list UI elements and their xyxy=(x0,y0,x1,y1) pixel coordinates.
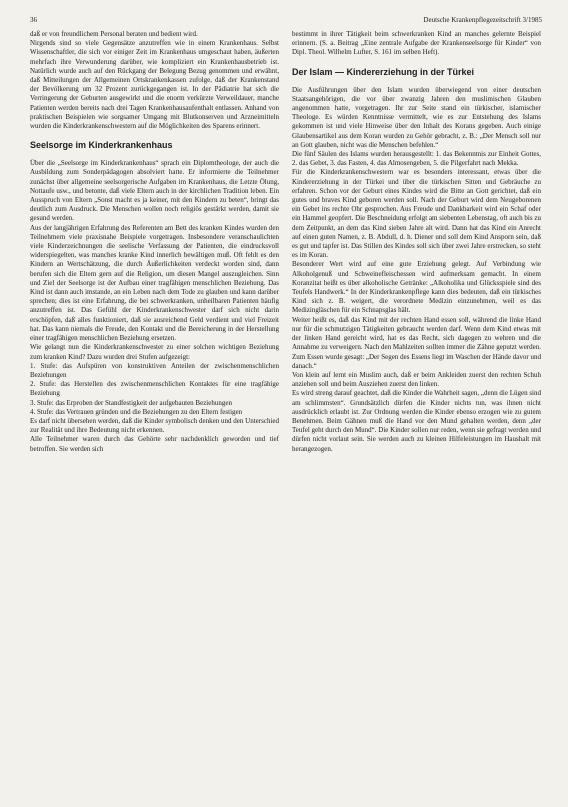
paragraph: Die Ausführungen über den Islam wurden überwiegend von einer deutschen Staatsangehörigen, die vor über zwanzig Jahren den muslimischen Glauben angenommen hatte, vorgetragen. Ihr zur Seite stand ein türkischer, islamischer Theologe. Es würden Kenntnisse vermittelt, wie es zur Entstehung des Islams gekommen ist und viele Hinweise über den Inhalt des Korans gegeben. Auch einige Glaubensartikel aus dem Koran wurden zu Gehör gebracht, z. B.: „Der Mensch soll nur an Gott glauben, nicht was die Menschen befehlen.“ xyxy=(292,85,541,149)
list-item: 2. Stufe: das Herstellen des zwischenmenschlichen Kontaktes für eine tragfähige Beziehung xyxy=(30,380,279,398)
paragraph: Wie gelangt nun die Kinderkrankenschwester zu einer solchen wichtigen Beziehung zum kranken Kind? Dazu wurden drei Stufen aufgezeigt: xyxy=(30,343,279,361)
journal-title: Deutsche Krankenpflegezeitschrift 3/1985 xyxy=(423,16,542,24)
left-column xyxy=(30,30,279,802)
paragraph: Es wird streng darauf geachtet, daß die Kinder die Wahrheit sagen, „denn die Lügen sind am schlimmsten“. Grundsätzlich dürfen die Kinder nichts tun, was ihnen nicht ausdrücklich erlaubt ist. Zur Ordnung werden die Kinder ebenso erzogen wie zu gutem Benehmen. Beim Gähnen muß die Hand vor den Mund gehalten werden, denn „der Teufel geht durch den Mund“. Die Kinder sollen nur reden, wenn sie gefragt werden und dürfen nicht vorlaut sein. Sie werden auch zu kleinen Hilfeleistungen im Haushalt mit herangezogen. xyxy=(292,389,541,453)
paragraph: Nirgends sind so viele Gegensätze anzutreffen wie in einem Krankenhaus. Selbst Wissenschaftler, die sich vor einiger Zeit im Krankenhaus umgeschaut haben, äußerten mehrfach ihre Verwunderung darüber, wie kompliziert ein Krankenhausbetrieb ist. Natürlich wurde auch auf den Rückgang der Belegung Bezug genommen und erwähnt, daß Mitteilungen der Allgemeinen Ortskrankenkassen zufolge, daß der Krankenstand der Bevölkerung um 32 Prozent zurückgegangen ist. In der Pädiatrie hat sich die Verringerung der Geburten ausgewirkt und die enorm verkürzte Verweildauer, manche Patienten werden bereits nach drei Tagen Krankenhausaufenthalt entlassen. Anhand von praktischen Beispielen wie sorgsamer Umgang mit Blutkonserven und Arzneimitteln wurden die Kinderkrankenschwestern auf die Möglichkeiten des Sparens erinnert. xyxy=(30,39,279,131)
running-header xyxy=(30,14,542,26)
paragraph: Aus der langjährigen Erfahrung des Referenten am Bett des kranken Kindes wurden den Teilnehmern viele praxisnahe Beispiele vorgetragen. Insbesondere veranschaulichten viele Kinderzeichnungen die seelische Verfassung der Patienten, die eindrucksvoll widerspiegelten, was manches kranke Kind innerlich bewältigen muß. Oft fehlt es den Kindern an Wertschätzung, die durch Äußerlichkeiten verdeckt worden sind, dann berufen sich die Eltern gern auf die Religion, um diesen Mangel auszugleichen. Sinn und Ziel der Seelsorge ist der Aufbau einer tragfähigen menschlichen Beziehung. Das Kind ist dann auch imstande, an ein Leben nach dem Tode zu glauben und kann darüber sprechen; dies ist eine Erfahrung, die bei schwerkranken, unheilbaren Patienten häufig anzutreffen ist. Das Gefühl der Kinderkrankenschwester darf sich nicht darin erschöpfen, daß alles funktioniert, daß sie ausreichend Geld verdient und viel Freizeit hat. Das kann niemals die Freude, den Kontakt und die Bereicherung in der Herstellung einer tragfähigen menschlichen Beziehung ersetzen. xyxy=(30,223,279,343)
list-item: 4. Stufe: das Vertrauen gründen und die Beziehungen zu den Eltern festigen xyxy=(30,407,243,416)
paragraph: Von klein auf lernt ein Muslim auch, daß er beim Ankleiden zuerst den rechten Schuh anziehen soll und beim Ausziehen zuerst den linken. xyxy=(292,370,541,389)
paragraph: daß er von freundlichem Personal beraten und bedient wird. xyxy=(30,30,198,38)
paragraph: Alle Teilnehmer waren durch das Gehörte sehr nachdenklich geworden und tief betroffen. Sie werden sich xyxy=(30,435,279,453)
list-item: 3. Stufe: das Erproben der Standfestigkeit der aufgebauten Beziehungen xyxy=(30,398,232,407)
section-heading: Seelsorge im Kinderkrankenhaus xyxy=(30,140,173,151)
paragraph: Besonderer Wert wird auf eine gute Erziehung gelegt. Auf Verbindung wie Alkoholgenuß und Schweinefleischessen wird aufmerksam gemacht. In einem Koranzitat heißt es über alkoholische Getränke: „Alkoholika und Glücksspiele sind des Teufels Handwerk.“ In der Kinderkrankenpflege kann dies bedeuten, daß ein türkisches Kind sich z. B. weigert, die verordnete Medizin einzunehmen, weil es das Medizingläschen für ein Schnapsglas hält. xyxy=(292,260,541,315)
paragraph: Weiter heißt es, daß das Kind mit der rechten Hand essen soll, während die linke Hand nur für die schmutzigen Tätigkeiten gebraucht werden darf. Wenn dem Kind etwas mit der linken Hand gereicht wird, hat es das Recht, sich dagegen zu wehren und die Annahme zu verweigern. Nach den Mahlzeiten sollten immer die Zähne geputzt werden. Zum Essen wurde gesagt: „Der Segen des Essens liegt im Waschen der Hände davor und danach.“ xyxy=(292,315,541,370)
paragraph: Über die „Seelsorge im Kinderkrankenhaus“ sprach ein Diplomtheologe, der auch die Ausbildung zum Sonderpädagogen absolviert hatte. Er informierte die Teilnehmer zunächst über allgemeine seelsorgerische Aufgaben im Krankenhaus, die Letzte Ölung, Nottaufe usw., und betonte, daß viele Eltern auch in der kirchlichen Tradition leben. Ein Ausspruch von Eltern „Sonst macht es ja keiner, mit den Kindern zu beten“, bringt das deutlich zum Ausdruck. Die Menschen wollen noch religiös gestärkt werden, damit sie gesund werden. xyxy=(30,159,279,223)
paragraph: Die fünf Säulen des Islams wurden herausgestellt: 1. das Bekenntnis zur Einheit Gottes, 2. das Gebet, 3. das Fasten, 4. das Almosengeben, 5. die Pilgerfahrt nach Mekka. xyxy=(292,150,541,168)
steps-list xyxy=(30,362,279,417)
section-heading: Der Islam — Kindererziehung in der Türkei xyxy=(292,66,475,77)
list-item: 1. Stufe: das Aufspüren von konstruktiven Anteilen der zwischenmenschlichen Beziehungen xyxy=(30,361,279,379)
paragraph: Es darf nicht übersehen werden, daß die Kinder symbolisch denken und den Unterschied zur Realität und ihre Bedeutung nicht erkennen. xyxy=(30,416,279,435)
paragraph: bestimmt in ihrer Tätigkeit beim schwerkranken Kind an manches gelernte Beispiel erinnern. (S. a. Beitrag „Eine zentrale Aufgabe der Krankenseelsorge für Kinder“ von Dipl. Theol. Wilhelm Lufter, S. 161 im selben Heft). xyxy=(292,30,541,57)
paragraph: Für die Kinderkrankenschwestern war es besonders interessant, etwas über die Kindererziehung in der Türkei und über die türkischen Sitten und Gebräuche zu erfahren. Schon vor der Geburt eines Kindes wird die Bitte an Gott gerichtet, daß ein gutes und braves Kind geboren werden soll. Nach der Geburt wird dem Neugeborenen ein Gebet ins rechte Ohr gesprochen. Aus Freude und Dankbarkeit wird ein Schaf oder ein Hammel geopfert. Die Beschneidung erfolgt am siebenten Lebenstag, oft auch bis zu dem Zeitpunkt, an dem das Kind sieben Jahre alt wird. Dann hat das Kind ein Anrecht auf einen guten Namen, z. B. Abdull, d. h. Diener und soll dem Kind Ansporn sein, daß es gut und tapfer ist. Das Stillen des Kindes soll sich über zwei Jahre erstrecken, so steht es im Koran. xyxy=(292,168,541,260)
right-column xyxy=(292,30,541,802)
page-number: 36 xyxy=(30,16,37,24)
